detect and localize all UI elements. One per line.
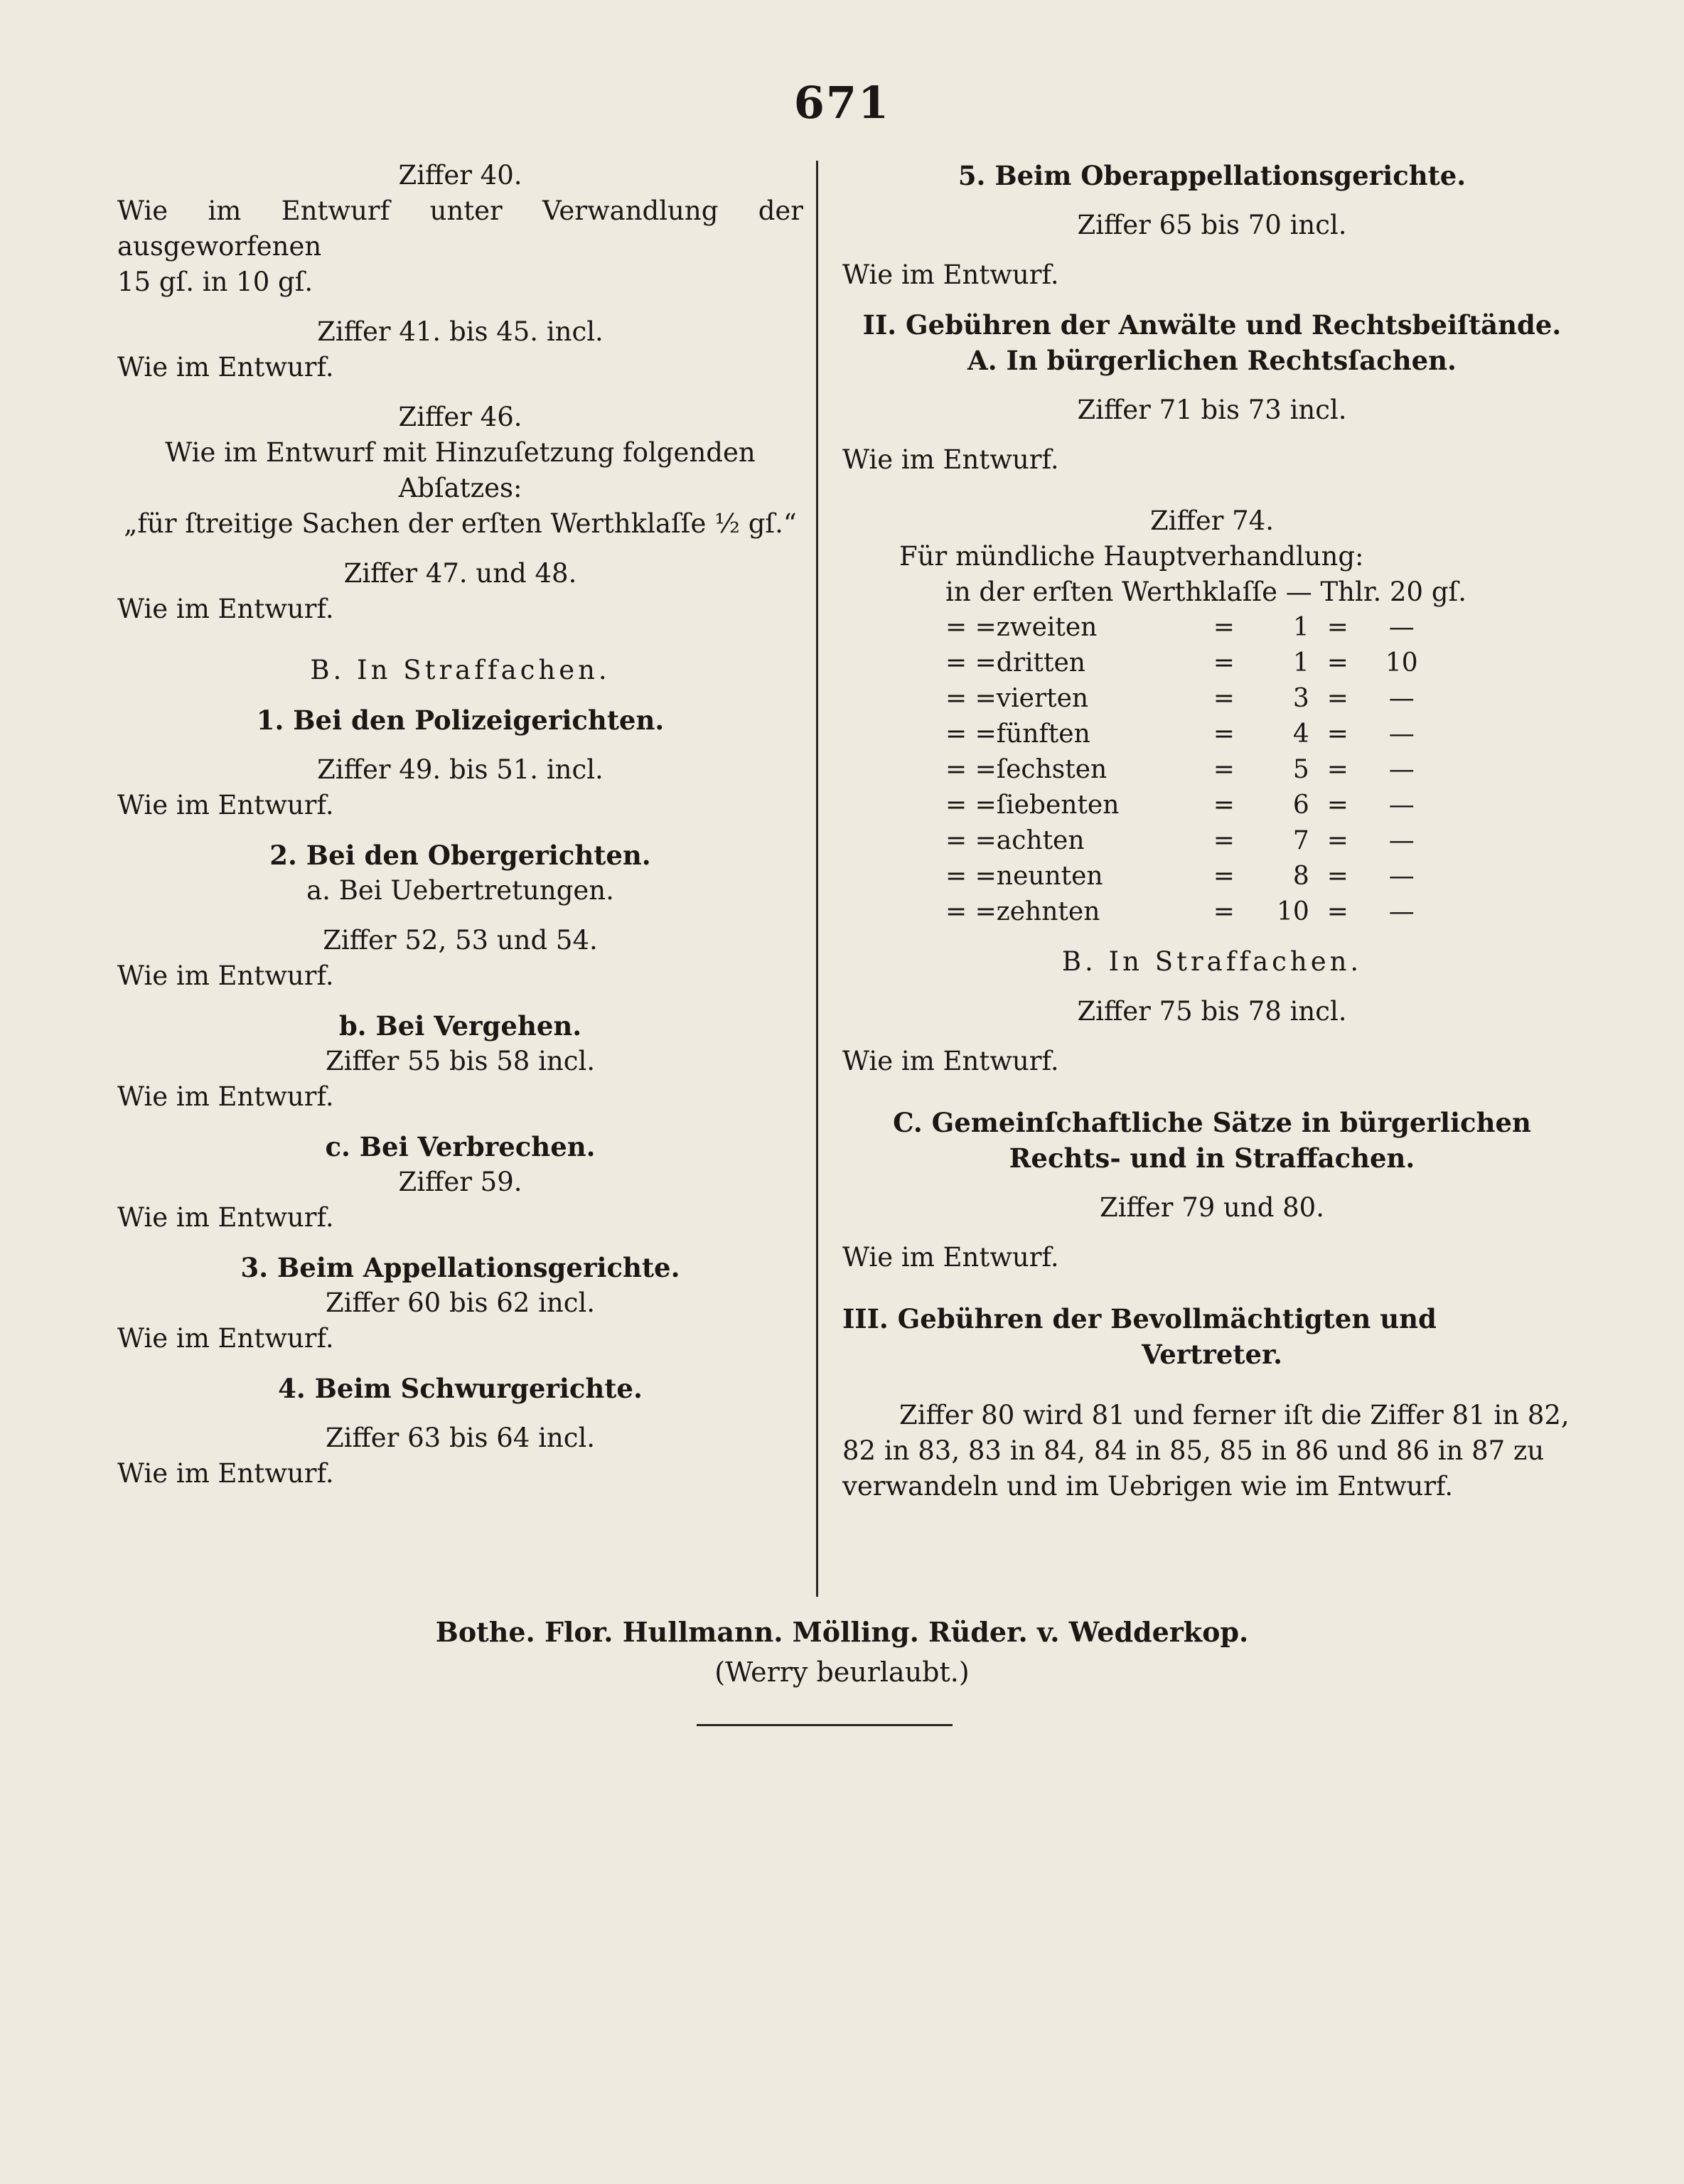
heading-anwaelte: II. Gebühren der Anwälte und Rechtsbeiſtände. [862,309,1562,341]
equals-mark: = [1326,791,1348,820]
heading-oberappellationsgerichte: 5. Beim Oberappellationsgerichte. [958,160,1466,191]
heading-uebertretungen: a. Bei Uebertretungen. [306,875,614,906]
final-paragraph-2: 82 in 83, 83 in 84, 84 in 85, 85 in 86 und 86 in 87 zu [842,1435,1545,1466]
heading-vergehen: b. Bei Vergehen. [338,1010,582,1042]
equals-mark: = [1213,613,1235,642]
fee-ordinal: ſiebenten [996,791,1120,820]
closing-rule [697,1724,953,1726]
ziffer-74-title: Ziffer 74. [1149,505,1274,536]
ditto-mark: = = [945,684,997,713]
fee-row [945,646,1437,681]
ziffer-74-heading: Für mündliche Hauptverhandlung: [899,541,1364,572]
fee-groschen: — [1388,613,1415,642]
ziffer-71-text: Wie im Entwurf. [842,444,1059,475]
fee-row [945,859,1437,894]
section-b-straf-right: B. In Straffachen. [1061,946,1363,977]
fee-ordinal: dritten [996,648,1085,678]
equals-mark: = [1326,897,1348,926]
ditto-mark: = = [945,648,997,678]
fee-thaler: 6 [1292,791,1309,820]
ziffer-49-text: Wie im Entwurf. [117,790,334,820]
fee-groschen: — [1388,791,1415,820]
equals-mark: = [1326,719,1348,749]
ziffer-47-title: Ziffer 47. und 48. [343,558,577,589]
fee-row [945,788,1437,823]
ziffer-55-text: Wie im Entwurf. [117,1081,334,1112]
heading-polizeigerichte: 1. Bei den Polizeigerichten. [256,705,665,736]
signature-names: Bothe. Flor. Hullmann. Mölling. Rüder. v. Wedderkop. [435,1616,1249,1648]
ziffer-40-text-1: Wie im Entwurf unter Verwandlung der ausgeworfenen [117,196,803,262]
fee-ordinal: fünften [996,719,1090,749]
final-paragraph-3: verwandeln und im Uebrigen wie im Entwurf. [842,1471,1454,1502]
ziffer-52-text: Wie im Entwurf. [117,960,334,991]
ziffer-49-title: Ziffer 49. bis 51. incl. [317,754,604,785]
equals-mark: = [1213,719,1235,749]
fee-row [945,610,1437,646]
heading-gemeinschaftliche-2: Rechts- und in Straffachen. [1009,1142,1415,1174]
fee-ordinal: achten [996,826,1085,855]
ziffer-59-text: Wie im Entwurf. [117,1202,334,1233]
heading-gemeinschaftliche-1: C. Gemeinſchaftliche Sätze in bürgerlichen [893,1107,1531,1138]
equals-mark: = [1213,648,1235,678]
ditto-mark: = = [945,862,997,891]
fee-thaler: 5 [1292,755,1309,784]
equals-mark: = [1213,862,1235,891]
ziffer-41-title: Ziffer 41. bis 45. incl. [317,316,604,347]
ditto-mark: = = [945,826,997,855]
ziffer-65-text: Wie im Entwurf. [842,259,1059,290]
fee-thaler: 7 [1292,826,1309,855]
signature-absent-note: (Werry beurlaubt.) [714,1656,970,1688]
final-paragraph-1: Ziffer 80 wird 81 und ferner iſt die Ziffer 81 in 82, [899,1400,1570,1430]
ziffer-55-title: Ziffer 55 bis 58 incl. [325,1046,596,1076]
ditto-mark: = = [945,755,997,784]
fee-row [945,752,1437,788]
fee-ordinal: zweiten [996,613,1098,642]
equals-mark: = [1213,684,1235,713]
ziffer-52-title: Ziffer 52, 53 und 54. [323,925,598,956]
ditto-mark: = = [945,791,997,820]
ziffer-41-text: Wie im Entwurf. [117,352,334,382]
ziffer-60-title: Ziffer 60 bis 62 incl. [325,1288,596,1318]
equals-mark: = [1326,613,1348,642]
fee-groschen: 10 [1385,648,1418,678]
ziffer-71-title: Ziffer 71 bis 73 incl. [1077,395,1347,425]
fee-ordinal: neunten [996,862,1103,891]
fee-thaler: 1 [1292,648,1309,678]
equals-mark: = [1326,648,1348,678]
ziffer-46-text-2: „für ſtreitige Sachen der erſten Werthklaſſe ½ gſ.“ [124,508,797,539]
heading-verbrechen: c. Bei Verbrechen. [325,1131,596,1162]
fee-row [945,717,1437,752]
ziffer-46-text-1: Wie im Entwurf mit Hinzuſetzung folgenden Abſatzes: [165,437,756,503]
ziffer-63-text: Wie im Entwurf. [117,1458,334,1489]
fee-groschen: — [1388,826,1415,855]
fee-row [945,681,1437,717]
ziffer-46-title: Ziffer 46. [398,402,522,432]
ziffer-75-title: Ziffer 75 bis 78 incl. [1077,996,1347,1027]
equals-mark: = [1213,897,1235,926]
ziffer-65-title: Ziffer 65 bis 70 incl. [1077,210,1347,240]
fee-groschen: — [1388,684,1415,713]
ziffer-79-title: Ziffer 79 und 80. [1100,1192,1324,1223]
ziffer-60-text: Wie im Entwurf. [117,1323,334,1354]
heading-buergerliche-rechtssachen: A. In bürgerlichen Rechtsſachen. [967,345,1457,376]
fee-groschen: — [1388,755,1415,784]
ziffer-59-title: Ziffer 59. [398,1167,522,1197]
heading-schwurgerichte: 4. Beim Schwurgerichte. [278,1373,643,1404]
column-divider [816,161,818,1597]
fee-thaler: 4 [1292,719,1309,749]
ziffer-40-title: Ziffer 40. [398,160,522,191]
heading-obergerichte: 2. Bei den Obergerichten. [269,840,651,871]
equals-mark: = [1326,862,1348,891]
heading-bevollmaechtigte-1: III. Gebühren der Bevollmächtigten und [842,1303,1437,1334]
fee-table [945,610,1437,930]
fee-thaler: 3 [1292,684,1309,713]
equals-mark: = [1213,791,1235,820]
page-number: 671 [793,77,891,129]
ditto-mark: = = [945,719,997,749]
equals-mark: = [1326,755,1348,784]
fee-thaler: 8 [1292,862,1309,891]
equals-mark: = [1326,684,1348,713]
fee-ordinal: zehnten [996,897,1100,926]
fee-row [945,894,1437,930]
left-column [117,158,803,1492]
heading-bevollmaechtigte-2: Vertreter. [1141,1339,1283,1370]
ziffer-47-text: Wie im Entwurf. [117,594,334,624]
ziffer-40-text-2: 15 gſ. in 10 gſ. [117,267,313,297]
fee-thaler: 10 [1276,897,1309,926]
right-column [842,158,1582,1504]
fee-row [945,823,1437,859]
ziffer-75-text: Wie im Entwurf. [842,1046,1059,1076]
ziffer-79-text: Wie im Entwurf. [842,1242,1059,1273]
section-b-straf: B. In Straffachen. [310,655,611,685]
fee-groschen: — [1388,862,1415,891]
ditto-mark: = = [945,897,997,926]
fee-thaler: 1 [1292,613,1309,642]
ditto-mark: = = [945,613,997,642]
signature-block [0,1612,1684,1692]
fee-first-class: in der erſten Werthklaſſe — Thlr. 20 gſ. [945,577,1466,607]
ziffer-63-title: Ziffer 63 bis 64 incl. [325,1423,596,1453]
equals-mark: = [1326,826,1348,855]
equals-mark: = [1213,826,1235,855]
equals-mark: = [1213,755,1235,784]
fee-ordinal: vierten [996,684,1089,713]
heading-appellationsgerichte: 3. Beim Appellationsgerichte. [240,1252,680,1283]
fee-groschen: — [1388,897,1415,926]
fee-ordinal: ſechsten [996,755,1108,784]
fee-groschen: — [1388,719,1415,749]
